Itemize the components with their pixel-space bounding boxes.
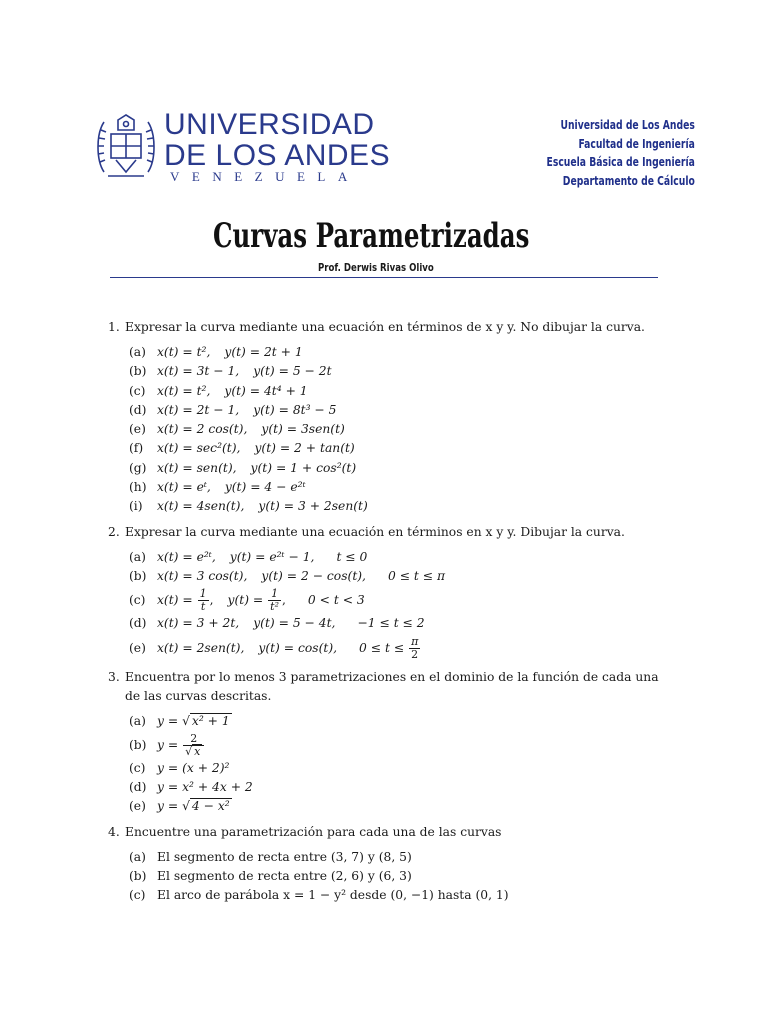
function-prefix: y = √	[157, 713, 190, 728]
question-text: Encuentre una parametrización para cada una de las curvas	[125, 824, 502, 839]
item-label: (c)	[129, 383, 146, 398]
x-equation: x(t) = 2 cos(t),	[157, 422, 248, 437]
item-label: (a)	[129, 345, 146, 359]
x-equation: x(t) = e²ᵗ,	[157, 549, 216, 564]
item-label: (c)	[129, 888, 146, 903]
function-prefix: y = √	[157, 799, 190, 814]
item-label: (e)	[129, 640, 146, 655]
y-equation: y(t) = 4 − e²ᵗ	[224, 480, 306, 495]
y-equation: y(t) = 1 + cos²(t)	[250, 460, 357, 475]
list-item	[129, 712, 668, 731]
question-text: Expresar la curva mediante una ecuación en términos de x y y. No dibujar la curva.	[125, 320, 645, 334]
list-item	[129, 548, 668, 567]
radicand: 4 − x²	[191, 799, 230, 814]
list-item	[129, 459, 668, 478]
list-item	[129, 478, 668, 497]
parameter-range-prefix: 0 ≤ t ≤	[359, 640, 405, 655]
fraction-denominator: t²	[270, 600, 279, 614]
faculty-line: Facultad de Ingeniería	[578, 135, 695, 151]
list-item	[129, 778, 668, 797]
list-item	[129, 886, 668, 905]
x-equation: x(t) = 4sen(t),	[157, 499, 245, 514]
question-3	[108, 668, 668, 817]
x-equation: x(t) = eᵗ,	[157, 480, 211, 495]
list-item	[129, 439, 668, 458]
item-label: (e)	[129, 799, 146, 814]
x-fraction	[198, 588, 209, 613]
item-label: (g)	[129, 460, 147, 475]
y-equation: y(t) = 8t³ − 5	[253, 402, 337, 417]
list-item	[129, 731, 668, 759]
x-equation: x(t) = 2t − 1,	[157, 402, 240, 417]
question-number: 2.	[108, 524, 120, 539]
item-label: (b)	[129, 737, 147, 752]
item-text: El segmento de recta entre (3, 7) y (8, 5)	[157, 849, 412, 864]
y-equation: y(t) = 2t + 1	[224, 345, 303, 359]
list-item	[129, 759, 668, 778]
x-equation: x(t) = sec²(t),	[157, 441, 241, 456]
item-label: (i)	[129, 499, 143, 514]
x-equation: x(t) = t²,	[157, 345, 211, 359]
list-item	[129, 614, 668, 633]
university-logo	[94, 108, 391, 188]
item-label: (a)	[129, 849, 146, 864]
parameter-range: 0 ≤ t ≤ π	[387, 568, 446, 583]
parameter-range: t ≤ 0	[336, 549, 368, 564]
function-expression: y = x² + 4x + 2	[157, 780, 253, 795]
school-line: Escuela Básica de Ingeniería	[546, 154, 695, 169]
fraction-denominator: 2	[411, 647, 419, 661]
list-item	[129, 567, 668, 586]
author: Prof. Derwis Rivas Olivo	[318, 261, 434, 274]
item-label: (e)	[129, 422, 146, 437]
y-equation: y(t) = 5 − 2t	[253, 364, 332, 379]
title-rule	[110, 277, 658, 278]
x-equation: x(t) = 3 cos(t),	[157, 568, 248, 583]
x-equation-prefix: x(t) =	[157, 593, 193, 608]
y-fraction	[268, 588, 281, 613]
university-name-line1: UNIVERSIDAD	[164, 108, 375, 141]
y-equation-prefix: y(t) =	[227, 593, 264, 608]
item-label: (f)	[129, 441, 144, 456]
x-equation: x(t) = 3 + 2t,	[157, 616, 240, 631]
item-label: (a)	[129, 549, 146, 564]
y-equation: y(t) = 3sen(t)	[261, 422, 345, 437]
question-number: 1.	[108, 320, 120, 334]
question-text: Expresar la curva mediante una ecuación en términos en x y y. Dibujar la curva.	[125, 524, 625, 539]
exercise-list	[108, 318, 668, 912]
function-expression: y = (x + 2)²	[157, 760, 230, 775]
y-equation: y(t) = cos(t),	[258, 640, 338, 655]
item-label: (c)	[129, 593, 146, 608]
list-item: (c) x(t) = $\frac{1}{t}$ , y(t) = $\frac{1}{\text{t²}}$ , 0 < t < 3	[129, 587, 365, 614]
item-text: El arco de parábola x = 1 − y² desde (0, −1) hasta (0, 1)	[157, 888, 509, 903]
parameter-range: −1 ≤ t ≤ 2	[357, 616, 425, 631]
item-text: El segmento de recta entre (2, 6) y (6, 3)	[157, 869, 412, 884]
y-equation: y(t) = 3 + 2sen(t)	[258, 499, 368, 514]
x-equation: x(t) = 3t − 1,	[157, 364, 240, 379]
item-label: (b)	[129, 869, 147, 884]
item-label: (d)	[129, 402, 147, 417]
range-fraction	[409, 636, 420, 661]
fraction-denominator: t	[200, 600, 206, 614]
question-text: Encuentra por lo menos 3 parametrizaciones en el dominio de la función de cada una de las curvas descritas.	[125, 669, 659, 703]
item-label: (a)	[129, 713, 146, 728]
function-prefix: y =	[157, 737, 179, 752]
list-item	[129, 420, 668, 439]
y-equation: y(t) = 2 − cos(t),	[261, 568, 366, 583]
university-name-line2: DE LOS ANDES	[164, 139, 391, 172]
item-label: (d)	[129, 780, 147, 795]
list-item	[129, 343, 668, 362]
question-1	[108, 318, 668, 517]
x-equation: x(t) = t²,	[157, 383, 211, 398]
y-equation: y(t) = 5 − 4t,	[253, 616, 336, 631]
fraction-denominator: x	[194, 744, 201, 758]
item-label: (h)	[129, 480, 147, 495]
y-equation: y(t) = 4t⁴ + 1	[224, 383, 308, 398]
question-number: 3.	[108, 669, 120, 684]
list-item	[129, 634, 668, 662]
question-2	[108, 523, 668, 662]
list-item	[129, 497, 668, 516]
university-seal-icon	[94, 112, 158, 182]
department-line: Departamento de Cálculo	[562, 172, 695, 188]
list-item	[129, 382, 668, 401]
list-item	[129, 362, 668, 381]
question-4	[108, 823, 668, 906]
fraction-numerator: 2	[183, 733, 204, 746]
parameter-range: 0 < t < 3	[307, 593, 365, 608]
list-item	[129, 401, 668, 420]
x-equation: x(t) = sen(t),	[157, 460, 237, 475]
list-item	[129, 848, 668, 867]
fraction-numerator: 1	[268, 588, 281, 601]
page-title: Curvas Parametrizadas	[213, 216, 530, 256]
item-label: (c)	[129, 760, 146, 775]
y-equation: y(t) = e²ᵗ − 1,	[229, 549, 315, 564]
institution-header	[547, 116, 695, 190]
fraction-numerator: 1	[199, 587, 207, 601]
x-equation: x(t) = 2sen(t),	[157, 640, 245, 655]
institution-line: Universidad de Los Andes	[560, 117, 695, 132]
item-label: (b)	[129, 568, 147, 583]
list-item	[129, 867, 668, 886]
fraction-numerator: π	[411, 634, 419, 648]
y-equation: y(t) = 2 + tan(t)	[254, 441, 355, 456]
list-item	[129, 797, 668, 816]
question-number: 4.	[108, 824, 120, 839]
item-label: (b)	[129, 364, 147, 379]
university-country: VENEZUELA	[170, 169, 360, 184]
radicand: x² + 1	[191, 713, 230, 728]
function-fraction: $\frac{2}{√ x}$	[183, 733, 204, 758]
item-label: (d)	[129, 616, 147, 631]
